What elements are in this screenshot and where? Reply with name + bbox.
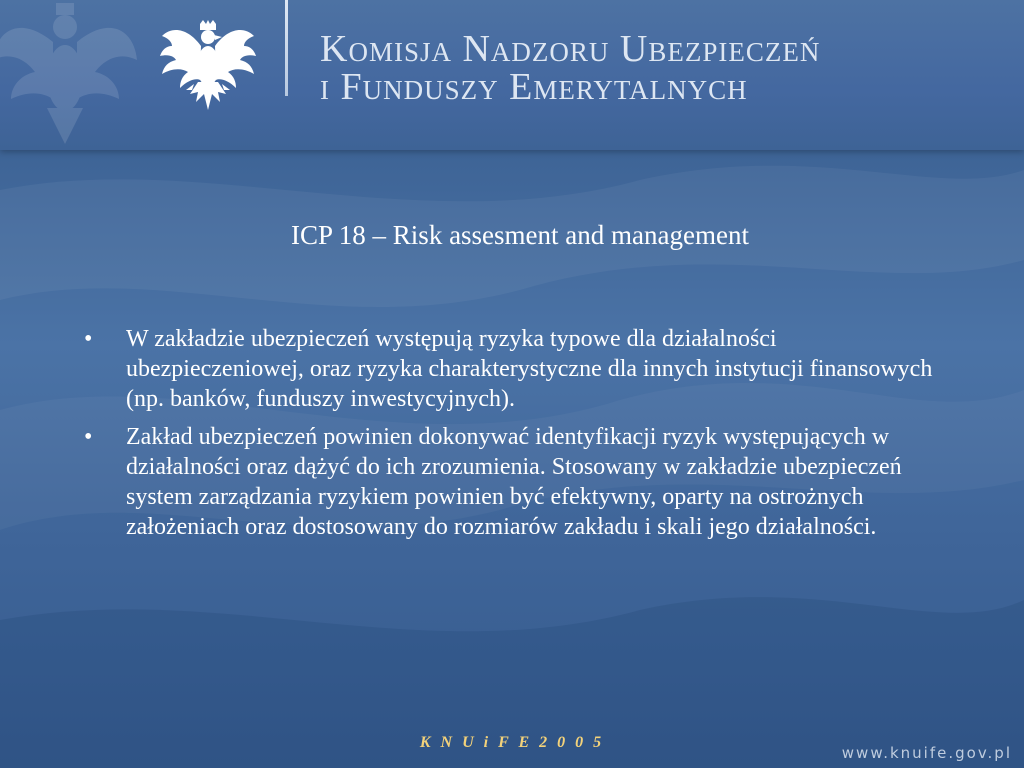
bullet-item <box>84 422 944 542</box>
footer-url: www.knuife.gov.pl <box>841 744 1012 762</box>
bullet-marker: • <box>84 326 93 352</box>
slide-title: ICP 18 – Risk assesment and management <box>291 220 749 250</box>
white-eagle-icon <box>158 20 258 116</box>
bullet-text: Zakład ubezpieczeń powinien dokonywać identyfikacji ryzyk występujących w działalności oraz dążyć do ich zrozumienia. Stosowany w zakładzie ubezpieczeń system zarządzania ryzykiem powinien być efektywny, oparty na ostrożnych założeniach oraz dostosowany do rozmiarów zakładu i skali jego działalności. <box>126 424 902 540</box>
organization-name-line-2: i Funduszy Emerytalnych <box>320 66 748 108</box>
bullet-text: W zakładzie ubezpieczeń występują ryzyka typowe dla działalności ubezpieczeniowej, oraz ryzyka charakterystyczne dla innych instytucji finansowych (np. banków, funduszy inwestycyjnych). <box>126 326 933 412</box>
bullet-item <box>84 324 944 414</box>
organization-name-line-1: Komisja Nadzoru Ubezpieczeń <box>320 28 821 70</box>
header-divider <box>285 0 288 96</box>
organization-name <box>320 30 820 106</box>
bullet-marker: • <box>84 424 93 450</box>
bullet-list <box>84 324 944 550</box>
footer-caption: K N U i F E 2 0 0 5 <box>419 734 605 751</box>
eagle-watermark-icon <box>0 0 140 150</box>
